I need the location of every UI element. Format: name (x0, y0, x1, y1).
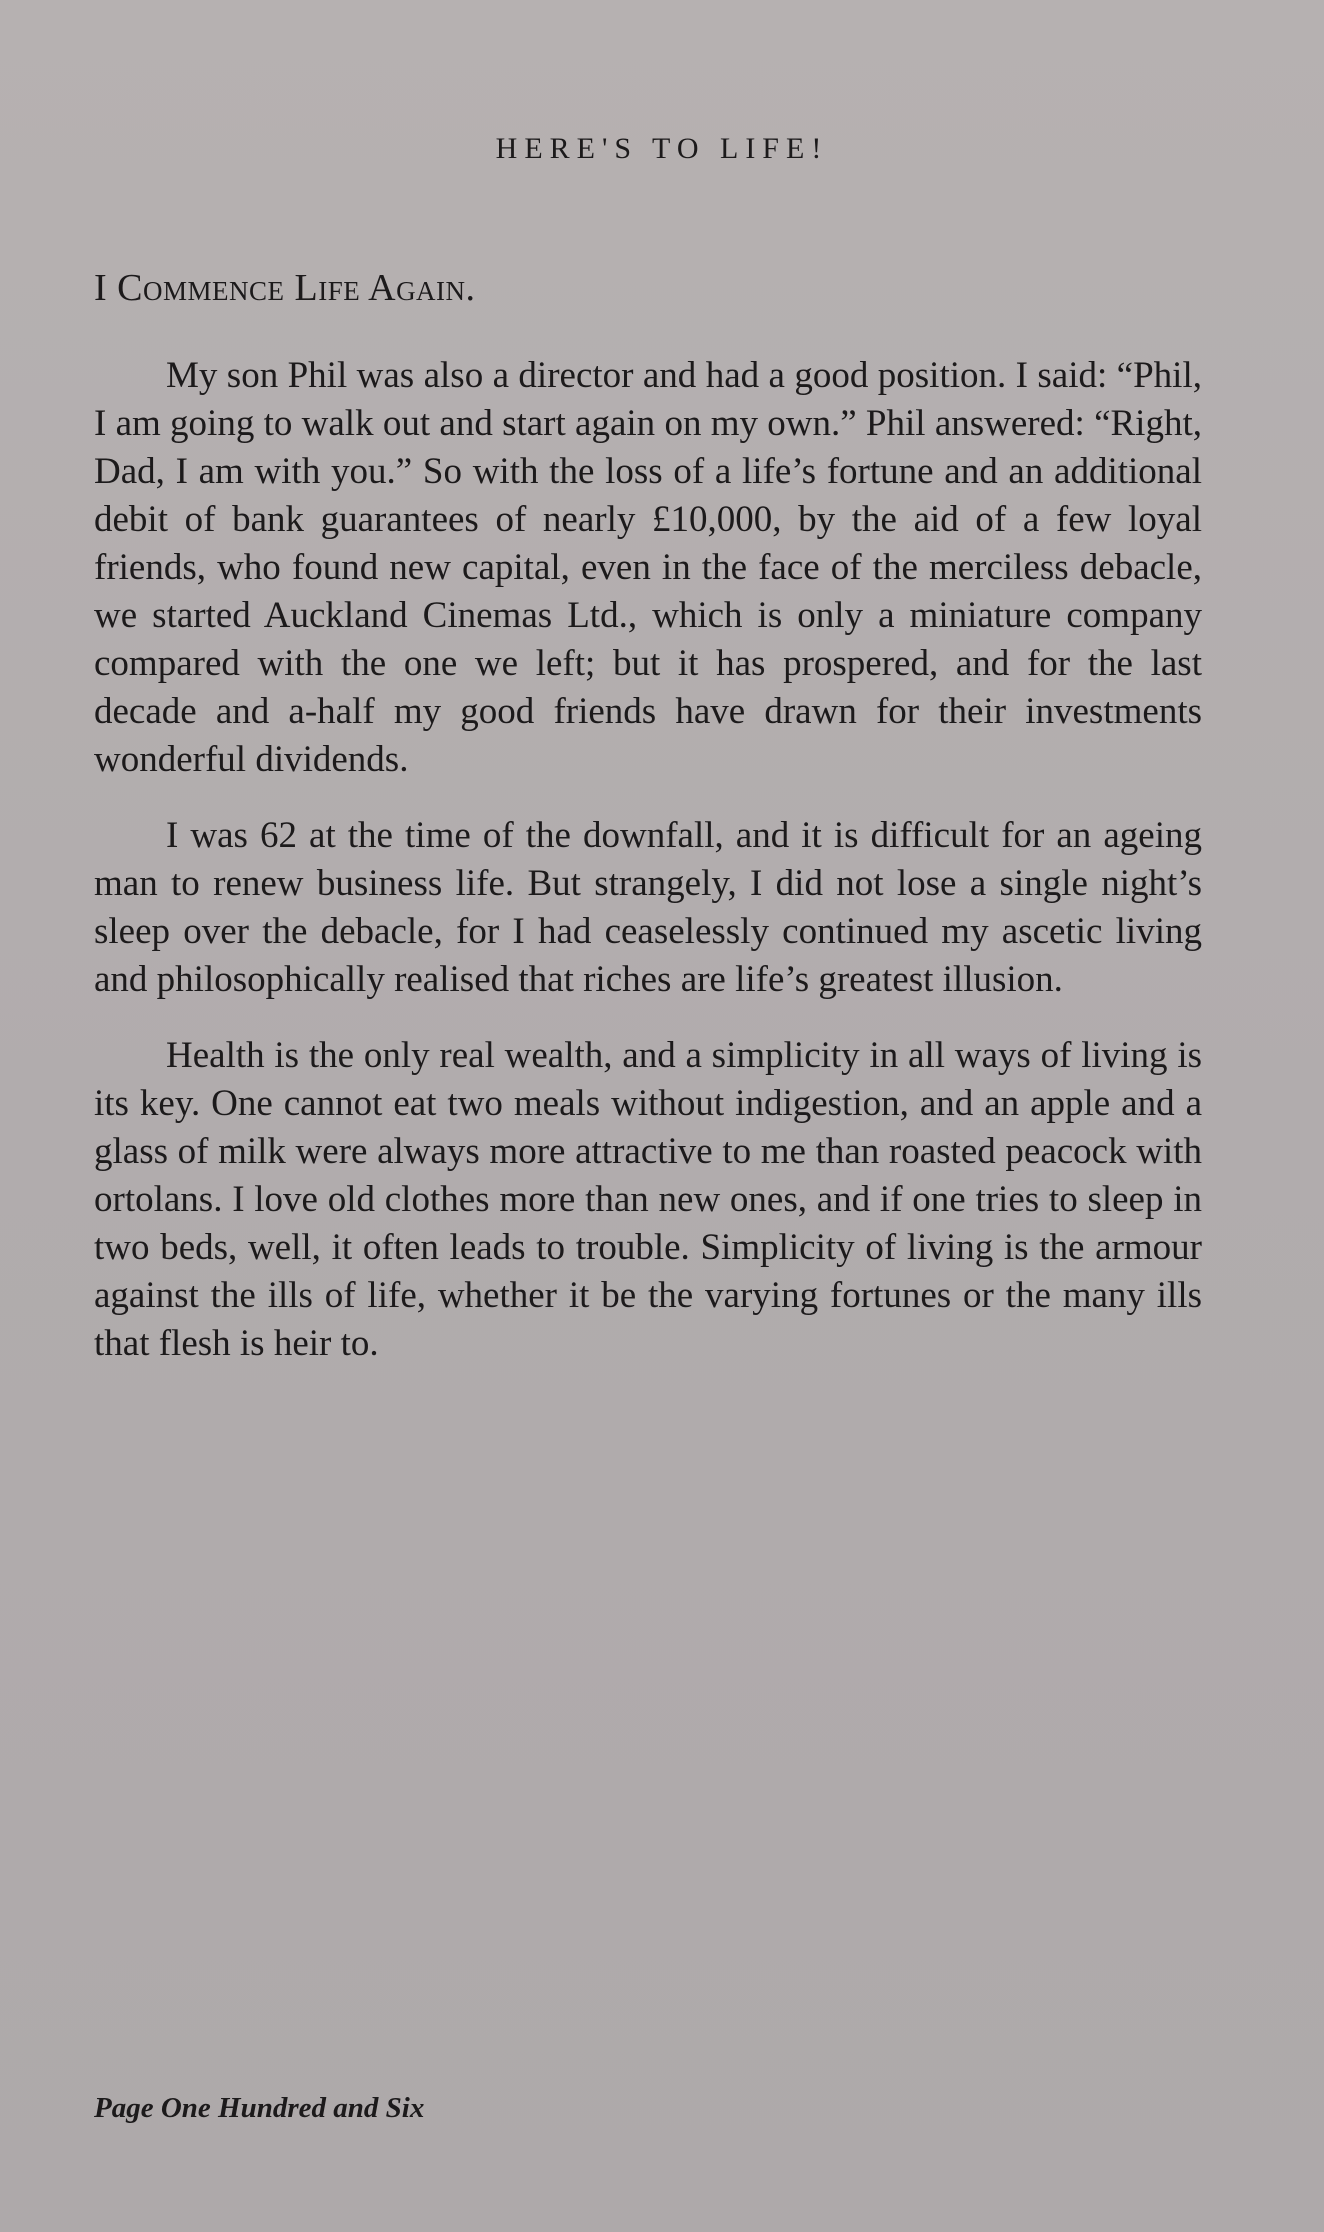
body-text (94, 352, 1202, 1396)
running-head: HERE'S TO LIFE! (495, 132, 829, 165)
page-number: Page One Hundred and Six (94, 2092, 425, 2124)
paragraph: My son Phil was also a director and had a good position. I said: “Phil, I am going to walk out and start again on my own.” Phil answered: “Right, Dad, I am with you.” So with the loss of a life’s fortune and an additional debit of bank guarantees of nearly £10,000, by the aid of a few loyal friends, who found new capital, even in the face of the merciless debacle, we started Auckland Cinemas Ltd., which is only a miniature company compared with the one we left; but it has prospered, and for the last decade and a-half my good friends have drawn for their investments wonderful dividends. (94, 355, 1202, 780)
paragraph: Health is the only real wealth, and a simplicity in all ways of living is its key. One cannot eat two meals without indigestion, and an apple and a glass of milk were always more attractive to me than roasted peacock with ortolans. I love old clothes more than new ones, and if one tries to sleep in two beds, well, it often leads to trouble. Simplicity of living is the armour against the ills of life, whether it be the varying fortunes or the many ills that flesh is heir to. (94, 1035, 1202, 1364)
section-title: I Commence Life Again. (94, 267, 476, 309)
paragraph: I was 62 at the time of the downfall, and it is difficult for an ageing man to renew business life. But strangely, I did not lose a single night’s sleep over the debacle, for I had ceaselessly continued my ascetic living and philosophically realised that riches are life’s greatest illusion. (94, 815, 1202, 1000)
